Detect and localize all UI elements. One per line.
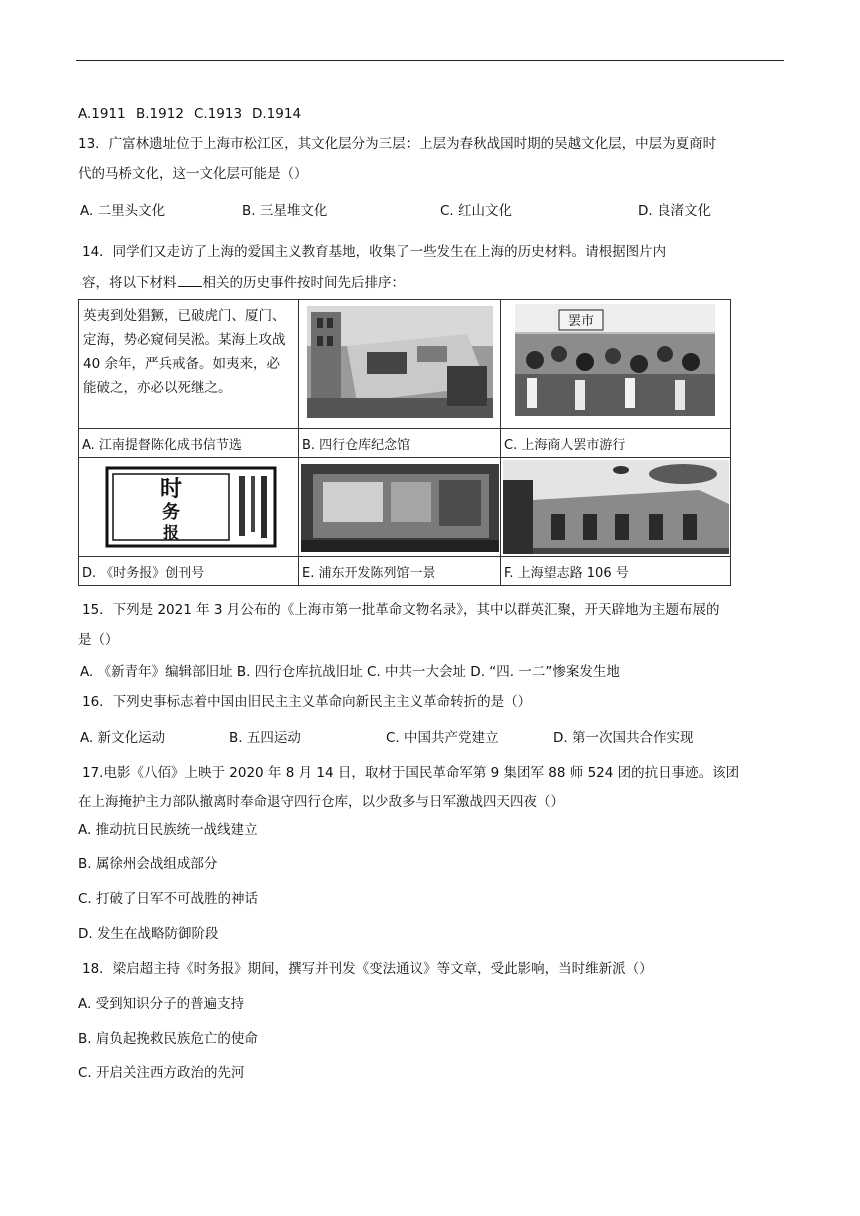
- material-b-photo-cell: [299, 300, 501, 429]
- quote-line: 定海，势必窥伺吴淞。某海上攻战: [83, 332, 286, 348]
- banner-text: 罢市: [567, 314, 595, 329]
- pudong-exhibition-photo: [301, 464, 499, 552]
- q13-option-d: D. 良渚文化: [638, 203, 711, 219]
- q12-option-d: D.1914: [252, 106, 302, 122]
- quote-line: 能破之，亦必以死继之。: [83, 380, 232, 396]
- material-e-photo-cell: [299, 458, 501, 557]
- q13-stem-line1: 13．广富林遗址位于上海市松江区，其文化层分为三层：上层为春秋战国时期的吴越文化层，中层为夏商时: [78, 136, 717, 152]
- q13-stem-line2: 代的马桥文化，这一文化层可能是（）: [78, 166, 308, 182]
- q16-option-d: D. 第一次国共合作实现: [553, 730, 694, 746]
- newspaper-char-2: 务: [162, 502, 180, 523]
- q13-option-c: C. 红山文化: [440, 203, 513, 219]
- merchant-strike-photo: [515, 304, 715, 416]
- material-a-caption: A. 江南提督陈化成书信节选: [79, 429, 299, 458]
- material-a-quote: [79, 300, 298, 420]
- q17-option-b: B. 属徐州会战组成部分: [78, 856, 218, 872]
- material-e-caption: E. 浦东开发陈列馆一景: [299, 557, 501, 586]
- material-f-caption: F. 上海望志路 106 号: [501, 557, 731, 586]
- q13-option-b: B. 三星堆文化: [242, 203, 328, 219]
- q17-stem-line2: 在上海掩护主力部队撤离时奉命退守四行仓库，以少敌多与日军激战四天四夜（）: [78, 794, 564, 810]
- quote-line: 英夷到处猖獗，已破虎门、厦门、: [83, 308, 286, 324]
- sihang-warehouse-photo: [307, 306, 493, 418]
- newspaper-char-1: 时: [159, 476, 183, 502]
- q16-option-a: A. 新文化运动: [80, 730, 166, 746]
- header-rule: [76, 60, 784, 61]
- wangzhi-road-106-photo: [503, 460, 729, 554]
- q18-option-a: A. 受到知识分子的普遍支持: [78, 996, 245, 1012]
- q12-option-c: C.1913: [194, 106, 243, 122]
- material-a-quote-cell: [79, 300, 299, 429]
- q17-option-a: A. 推动抗日民族统一战线建立: [78, 822, 258, 838]
- material-b-caption: B. 四行仓库纪念馆: [299, 429, 501, 458]
- q13-option-a: A. 二里头文化: [80, 203, 166, 219]
- answer-blank: [178, 272, 202, 287]
- q18-option-b: B. 肩负起挽救民族危亡的使命: [78, 1031, 258, 1047]
- q17-option-c: C. 打破了日军不可战胜的神话: [78, 891, 259, 907]
- q15-options: A. 《新青年》编辑部旧址 B. 四行仓库抗战旧址 C. 中共一大会址 D. “四. 一二”惨案发生地: [80, 664, 620, 680]
- material-d-caption: D. 《时务报》创刊号: [79, 557, 299, 586]
- q17-stem-line1: 17.电影《八佰》上映于 2020 年 8 月 14 日，取材于国民革命军第 9 集团军 88 师 524 团的抗日事迹。该团: [82, 765, 740, 781]
- q17-option-d: D. 发生在战略防御阶段: [78, 926, 219, 942]
- q14-stem-line2: [82, 272, 405, 292]
- q12-option-b: B.1912: [136, 106, 184, 122]
- materials-table: [78, 299, 731, 586]
- q14-stem-line2-b: 相关的历史事件按时间先后排序：: [202, 275, 405, 291]
- shiwubao-newspaper-image: [105, 466, 277, 548]
- material-d-photo-cell: [79, 458, 299, 557]
- newspaper-char-3: 报: [162, 523, 180, 542]
- q14-stem-line1: 14．同学们又走访了上海的爱国主义教育基地，收集了一些发生在上海的历史材料。请根据图片内: [82, 244, 667, 260]
- quote-line: 40 余年，严兵戒备。如夷来，必: [83, 356, 280, 372]
- q16-option-c: C. 中国共产党建立: [386, 730, 499, 746]
- q16-stem: 16．下列史事标志着中国由旧民主主义革命向新民主主义革命转折的是（）: [82, 694, 532, 710]
- q15-stem-line2: 是（）: [78, 632, 119, 648]
- q16-option-b: B. 五四运动: [229, 730, 301, 746]
- q18-stem: 18．梁启超主持《时务报》期间，撰写并刊发《变法通议》等文章，受此影响，当时维新派（）: [82, 961, 653, 977]
- material-f-photo-cell: [501, 458, 731, 557]
- q15-stem-line1: 15．下列是 2021 年 3 月公布的《上海市第一批革命文物名录》，其中以群英汇聚，开天辟地为主题布展的: [82, 602, 720, 618]
- q18-option-c: C. 开启关注西方政治的先河: [78, 1065, 245, 1081]
- material-c-photo-cell: [501, 300, 731, 429]
- q12-option-a: A.1911: [78, 106, 126, 122]
- q14-stem-line2-a: 容，将以下材料: [82, 275, 177, 291]
- material-c-caption: C. 上海商人罢市游行: [501, 429, 731, 458]
